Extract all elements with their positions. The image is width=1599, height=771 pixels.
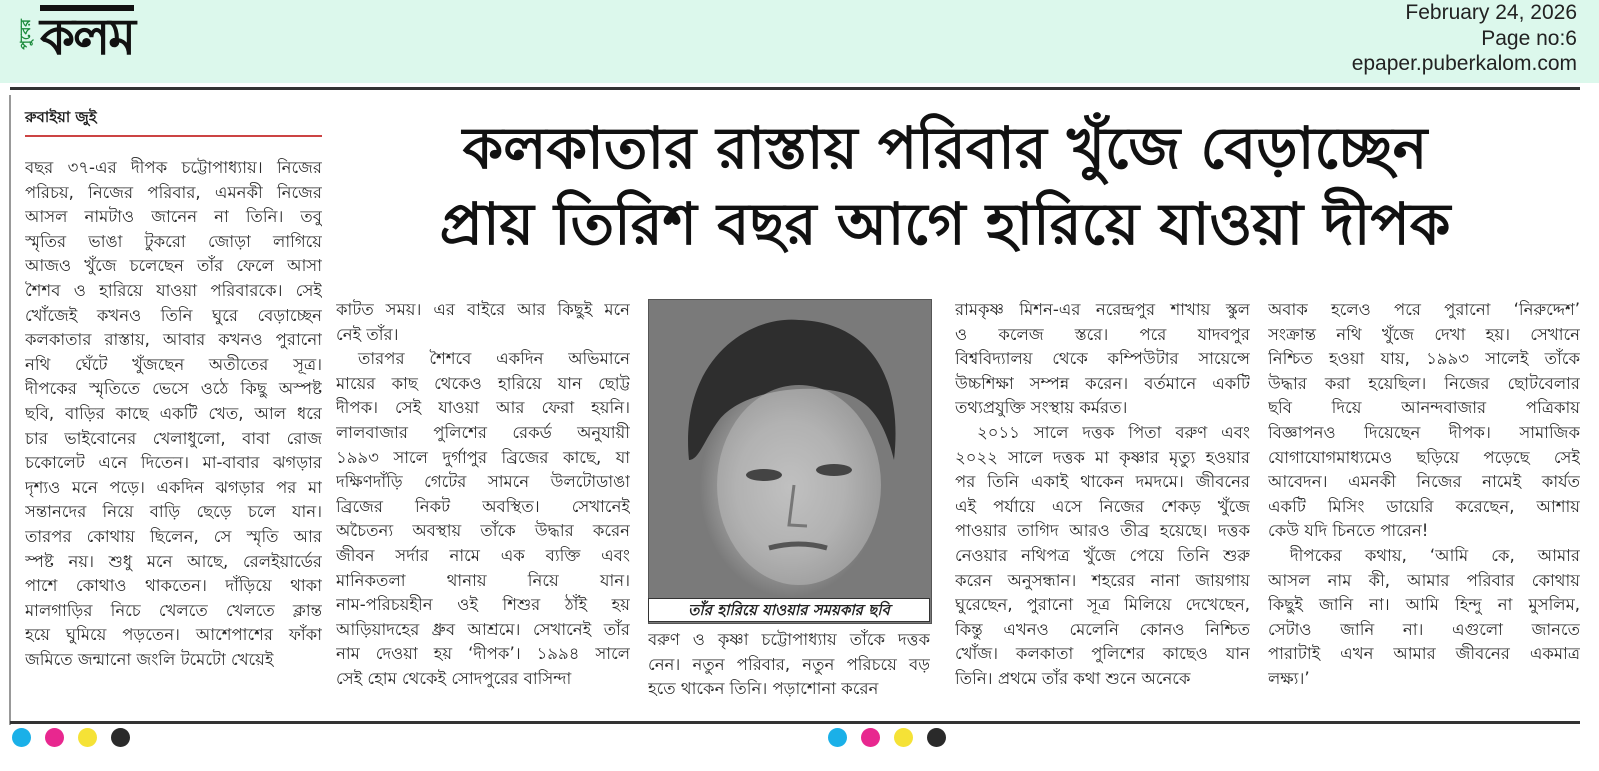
article-photo <box>648 299 932 624</box>
article-text-line: উচ্চশিক্ষা সম্পন্ন করেন। বর্তমানে একটি <box>955 373 1250 393</box>
edition-date: February 24, 2026 <box>1405 1 1577 24</box>
article-text-line: কেউ যদি চিনতে পারেন! <box>1268 521 1429 541</box>
article-text-line: আবেদন। এমনকী নিজের নামেই কার্যত <box>1268 472 1580 492</box>
article-text-line: ১৯৯৩ সালে দুর্গাপুর ব্রিজের কাছে, যা <box>336 447 630 467</box>
article-text-line: নেই তাঁর। <box>336 324 399 344</box>
article-text-line: মালগাড়ির নিচে খেলতে খেলতে ক্লান্ত <box>25 600 322 620</box>
headline <box>330 110 1560 262</box>
article-text-line: যোগাযোগমাধ্যমেও ছড়িয়ে পড়েছে সেই <box>1268 447 1580 467</box>
article-text-line: আসল নাম কী, আমার পরিবার কোথায় <box>1268 570 1580 590</box>
article-text-line: কিন্তু এখনও মেলেনি কোনও নিশ্চিত <box>955 619 1250 639</box>
article-text-line: নাম-পরিচয়হীন ওই শিশুর ঠাঁই হয় <box>336 595 630 615</box>
yellow-mark <box>894 728 913 747</box>
registration-marks-center <box>828 728 946 747</box>
top-divider <box>10 87 1580 90</box>
article-text-line: খোঁজেই কখনও তিনি ঘুরে বেড়াচ্ছেন <box>25 305 322 325</box>
article-text-line: পরিচয়, নিজের পরিবার, এমনকী নিজের <box>25 182 322 202</box>
cyan-mark <box>828 728 847 747</box>
article-text-line: তথ্যপ্রযুক্তি সংস্থায় কর্মরত। <box>955 398 1128 418</box>
article-text-line: নথি ঘেঁটে খুঁজছেন অতীতের সূত্র। <box>25 354 322 374</box>
article-text-line: সেটাও জানি না। এগুলো জানতে <box>1268 619 1580 639</box>
left-margin-rule <box>9 95 11 725</box>
article-text-line: পর তিনি একাই থাকেন দমদমে। জীবনের <box>955 472 1250 492</box>
article-text-line: বছর ৩৭-এর দীপক চট্টোপাধ্যায়। নিজের <box>25 158 322 177</box>
article-text-line: ঘুরেছেন, পুরানো সূত্র মিলিয়ে দেখেছেন, <box>955 595 1250 615</box>
article-text-line: পারাটাই এখন আমার জীবনের একমাত্র <box>1268 644 1580 664</box>
article-column-1 <box>25 156 322 672</box>
article-text-line: দৃশ্যও মনে পড়ে। একদিন ঝগড়ার পর মা <box>25 477 322 497</box>
article-text-line: চকোলেট এনে দিতেন। মা-বাবার ঝগড়ার <box>25 453 322 473</box>
article-text-line: ২০১১ সালে দত্তক পিতা বরুণ এবং <box>977 422 1250 442</box>
black-mark <box>927 728 946 747</box>
photo-caption: তাঁর হারিয়ে যাওয়ার সময়কার ছবি <box>648 598 930 622</box>
article-text-line: শৈশব ও হারিয়ে যাওয়া পরিবারকে। সেই <box>25 280 322 300</box>
logo-main-text: কলম <box>40 5 134 63</box>
article-text-line: খোঁজ। কলকাতা পুলিশের কাছেও যান <box>955 644 1250 664</box>
article-text-line: ও কলেজ স্তরে। পরে যাদবপুর <box>955 324 1250 344</box>
article-text-line: বিজ্ঞাপনও দিয়েছেন দীপক। সামাজিক <box>1268 422 1580 442</box>
article-column-3 <box>648 628 930 702</box>
article-text-line: জীবন সর্দার নামে এক ব্যক্তি এবং <box>336 545 630 565</box>
article-text-line: কলকাতার রাস্তায়, আবার কখনও পুরানো <box>25 330 322 350</box>
article-text-line: তারপর শৈশবে একদিন অভিমানে <box>358 349 630 369</box>
page-number: Page no:6 <box>1481 26 1577 50</box>
article-text-line: অচৈতন্য অবস্থায় তাঁকে উদ্ধার করেন <box>336 521 630 541</box>
article-text-line: আড়িয়াদহের ধ্রুব আশ্রমে। সেখানেই তাঁর <box>336 619 630 639</box>
article-text-line: সন্তানদের নিয়ে বাড়ি ছেড়ে চলে যান। <box>25 502 322 522</box>
article-text-line: অবাক হলেও পরে পুরানো ‘নিরুদ্দেশ’ <box>1268 300 1580 319</box>
article-text-line: জমিতে জন্মানো জংলি টমেটো খেয়েই <box>25 649 274 669</box>
article-text-line: মানিকতলা থানায় নিয়ে যান। <box>336 570 630 590</box>
article-text-line: তিনি। প্রথমে তাঁর কথা শুনে অনেকে <box>955 668 1191 688</box>
magenta-mark <box>45 728 64 747</box>
article-text-line: স্পষ্ট নয়। শুধু মনে আছে, রেলইয়ার্ডের <box>25 551 322 571</box>
registration-marks-left <box>12 728 130 747</box>
article-text-line: কিছুই জানি না। আমি হিন্দু না মুসলিম, <box>1268 595 1580 615</box>
yellow-mark <box>78 728 97 747</box>
article-text-line: বরুণ ও কৃষ্ণা চট্টোপাধ্যায় তাঁকে দত্তক <box>648 630 930 649</box>
byline-underline <box>25 135 322 137</box>
article-text-line: নেন। নতুন পরিবার, নতুন পরিচয়ে বড় <box>648 654 930 674</box>
newspaper-logo <box>14 4 134 64</box>
article-column-5 <box>1268 298 1580 692</box>
bottom-divider <box>10 721 1580 724</box>
article-text-line: দীপক। সেই যাওয়া আর ফেরা হয়নি। <box>336 398 630 418</box>
article-text-line: সংক্রান্ত নথি খুঁজে দেখা হয়। সেখানে <box>1268 324 1580 344</box>
article-text-line: আজও খুঁজে চলেছেন তাঁর ফেলে আসা <box>25 256 322 276</box>
article-text-line: পাশে কোথাও থাকতেন। দাঁড়িয়ে থাকা <box>25 576 322 596</box>
article-text-line: হতে থাকেন তিনি। পড়াশোনা করেন <box>648 679 879 699</box>
headline-line-1: কলকাতার রাস্তায় পরিবার খুঁজে বেড়াচ্ছেন <box>462 114 1428 182</box>
article-column-4 <box>955 298 1250 692</box>
logo-small-text: পুবের <box>18 18 34 50</box>
edition-info <box>1352 0 1577 77</box>
article-text-line: একটি মিসিং ডায়েরি করেছেন, আশায় <box>1268 496 1580 516</box>
article-text-line: রামকৃষ্ণ মিশন-এর নরেন্দ্রপুর শাখায় স্কুল <box>955 300 1250 319</box>
masthead-bar <box>0 0 1599 83</box>
article-column-2 <box>336 298 630 692</box>
article-text-line: ২০২২ সালে দত্তক মা কৃষ্ণার মৃত্যু হওয়ার <box>955 447 1250 467</box>
article-text-line: দীপকের কথায়, ‘আমি কে, আমার <box>1290 545 1580 565</box>
headline-line-2: প্রায় তিরিশ বছর আগে হারিয়ে যাওয়া দীপক <box>439 190 1451 258</box>
article-text-line: হয়ে ঘুমিয়ে পড়তেন। আশেপাশের ফাঁকা <box>25 625 322 645</box>
article-text-line: উদ্ধার করা হয়েছিল। নিজের ছোটবেলার <box>1268 373 1580 393</box>
article-text-line: লালবাজার পুলিশের রেকর্ড অনুযায়ী <box>336 422 630 442</box>
article-text-line: স্মৃতির ভাঙা টুকরো জোড়া লাগিয়ে <box>25 231 322 251</box>
article-text-line: ছবি দিয়ে আনন্দবাজার পত্রিকায় <box>1268 398 1580 418</box>
article-text-line: চার ভাইবোনের খেলাধুলো, বাবা রোজ <box>25 428 322 448</box>
article-text-line: এই পর্যায়ে এসে নিজের শেকড় খুঁজে <box>955 496 1250 516</box>
magenta-mark <box>861 728 880 747</box>
article-text-line: বিশ্ববিদ্যালয় থেকে কম্পিউটার সায়েন্সে <box>955 349 1250 369</box>
article-text-line: নেওয়ার নথিপত্র খুঁজে পেয়ে তিনি শুরু <box>955 545 1250 565</box>
article-text-line: ছবি, বাড়ির কাছে একটি খেত, আল ধরে <box>25 403 322 423</box>
article-text-line: লক্ষ্য।’ <box>1268 668 1310 688</box>
black-mark <box>111 728 130 747</box>
article-text-line: কাটত সময়। এর বাইরে আর কিছুই মনে <box>336 300 630 319</box>
article-text-line: দীপকের স্মৃতিতে ভেসে ওঠে কিছু অস্পষ্ট <box>25 379 322 399</box>
article-text-line: আসল নামটাও জানেন না তিনি। তবু <box>25 207 322 227</box>
article-text-line: মায়ের কাছ থেকেও হারিয়ে যান ছোট্ট <box>336 373 630 393</box>
article-text-line: তারপর কোথায় ছিলেন, সে স্মৃতি আর <box>25 526 322 546</box>
byline: রুবাইয়া জুই <box>25 108 97 126</box>
article-text-line: পাওয়ার তাগিদ আরও তীব্র হয়েছে। দত্তক <box>955 521 1250 541</box>
portrait-illustration <box>649 300 931 623</box>
article-text-line: করেন অনুসন্ধান। শহরের নানা জায়গায় <box>955 570 1250 590</box>
article-text-line: নাম দেওয়া হয় ‘দীপক’। ১৯৯৪ সালে <box>336 644 630 664</box>
article-text-line: দক্ষিণদাঁড়ি গেটের সামনে উলটোডাঙা <box>336 472 630 492</box>
site-url: epaper.puberkalom.com <box>1351 52 1577 75</box>
article-text-line: সেই হোম থেকেই সোদপুরের বাসিন্দা <box>336 668 572 688</box>
article-text-line: ব্রিজের নিকট অবস্থিত। সেখানেই <box>336 496 630 516</box>
cyan-mark <box>12 728 31 747</box>
article-text-line: নিশ্চিত হওয়া যায়, ১৯৯৩ সালেই তাঁকে <box>1268 349 1580 369</box>
